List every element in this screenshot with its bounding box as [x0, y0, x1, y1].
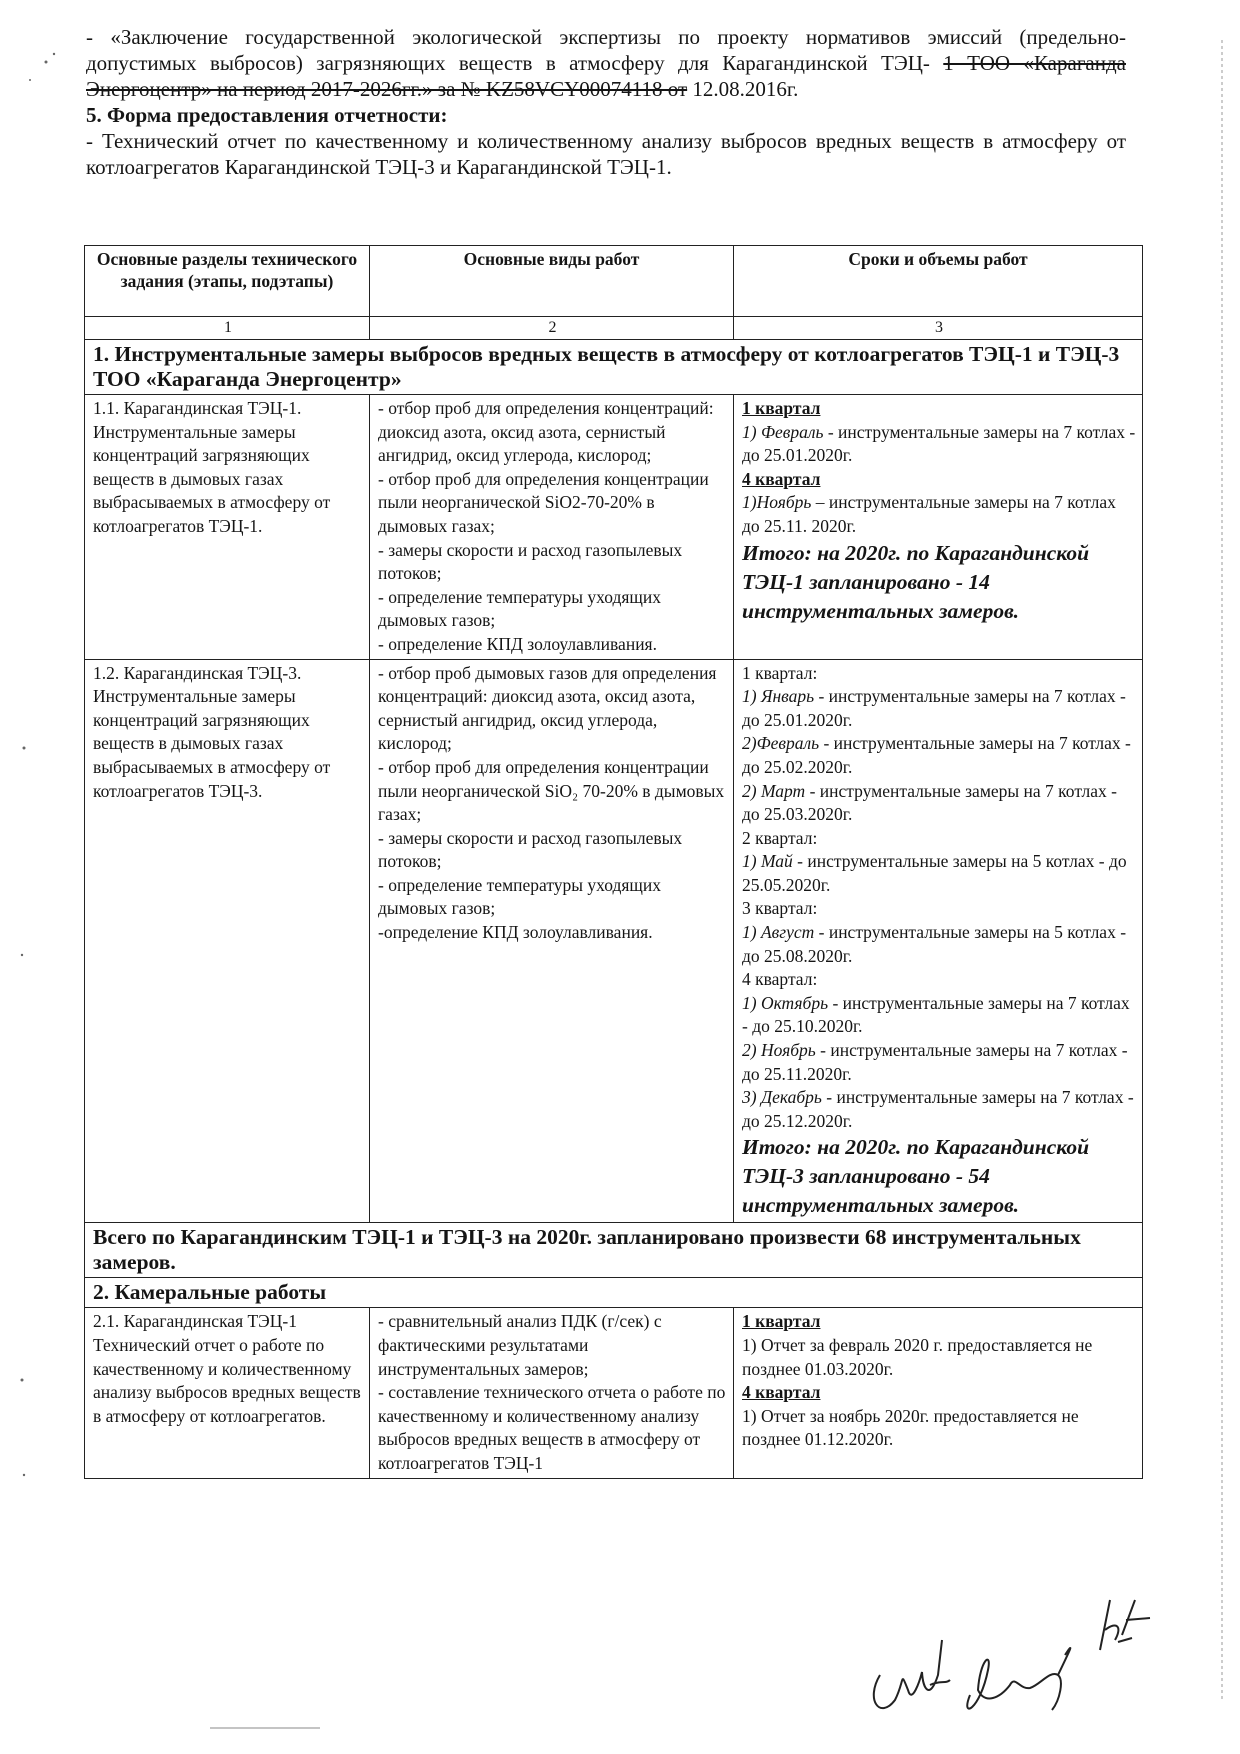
- row1-total: Итого: на 2020г. по Карагандинской ТЭЦ-1 запланировано - 14 инструментальных замеров.: [742, 540, 1090, 623]
- work-item: - замеры скорости и расход газопылевых потоков;: [378, 827, 683, 872]
- row2-terms: [734, 659, 1143, 1223]
- month-label: 2)Февраль: [742, 733, 820, 754]
- month-label: 3) Декабрь: [742, 1087, 822, 1108]
- row3-works: [370, 1308, 734, 1478]
- column-number: 2: [370, 317, 734, 340]
- quarter-label: 4 квартал: [742, 468, 821, 489]
- column-number-row: [85, 317, 1143, 340]
- schedule-item: 2) Март - инструментальные замеры на 7 котлах - до 25.03.2020г.: [742, 780, 1117, 825]
- handwritten-signatures: [860, 1580, 1200, 1730]
- section1-title: 1. Инструментальные замеры выбросов вредных веществ в атмосферу от котлоагрегатов ТЭЦ-1 и ТЭЦ-3 ТОО «Караганда Энергоцентр»: [85, 340, 1143, 395]
- row3-section: 2.1. Карагандинская ТЭЦ-1 Технический отчет о работе по качественному и количественному анализу выбросов вредных веществ в атмосферу от котлоагрегатов.: [85, 1308, 370, 1478]
- schedule-item: 1) Май - инструментальные замеры на 5 котлах - до 25.05.2020г.: [742, 851, 1127, 895]
- row1-section: 1.1. Карагандинская ТЭЦ-1. Инструментальные замеры концентраций загрязняющих веществ в дымовых газах выбрасываемых в атмосферу от котлоагрегатов ТЭЦ-1.: [85, 395, 370, 660]
- table-row: [85, 659, 1143, 1223]
- section5-heading: 5. Форма предоставления отчетности:: [86, 103, 448, 127]
- summary-row: [85, 1223, 1143, 1278]
- month-label: 1) Февраль: [742, 421, 824, 442]
- schedule-item: 1)Ноябрь – инструментальные замеры на 7 котлах до 25.11. 2020г.: [742, 492, 1116, 536]
- row3-terms: [734, 1308, 1143, 1478]
- work-item: - отбор проб для определения концентрации пыли неорганической SiO2-70-20% в дымовых газах;: [378, 468, 709, 536]
- column-number: 1: [85, 317, 370, 340]
- summary-text: Всего по Карагандинским ТЭЦ-1 и ТЭЦ-3 на 2020г. запланировано произвести 68 инструментальных замеров.: [85, 1223, 1143, 1278]
- schedule-item: 1) Отчет за февраль 2020 г. предоставляется не позднее 01.03.2020г.: [742, 1335, 1093, 1379]
- schedule-item: 1) Январь - инструментальные замеры на 7 котлах - до 25.01.2020г.: [742, 686, 1126, 730]
- work-item: - отбор проб для определения концентраций: диоксид азота, оксид азота, сернистый ангидрид, оксид углерода, кислород;: [378, 398, 714, 466]
- expertise-reference: - «Заключение государственной экологической экспертизы по проекту нормативов эмиссий (предельно-допустимых выбросов) загрязняющих веществ в атмосферу для Карагандинской ТЭЦ- 1 ТОО «Караганда Энергоцентр» на период 2017-2026гг.» за № KZ58VCY00074118 от 12.08.2016г.: [86, 25, 1126, 101]
- schedule-item: 1) Август - инструментальные замеры на 5 котлах - до 25.08.2020г.: [742, 922, 1127, 966]
- work-item: - определение КПД золоулавливания.: [378, 633, 657, 654]
- row1-terms: [734, 395, 1143, 660]
- schedule-item: 1) Февраль - инструментальные замеры на 7 котлах - до 25.01.2020г.: [742, 421, 1136, 466]
- section2-title-row: [85, 1278, 1143, 1308]
- intro-block: [86, 24, 1126, 180]
- work-item: - замеры скорости и расход газопылевых потоков;: [378, 539, 683, 584]
- table-row: [85, 1308, 1143, 1478]
- header-sections: Основные разделы технического задания (этапы, подэтапы): [85, 246, 370, 317]
- quarter-label: 1 квартал: [742, 1311, 821, 1332]
- work-item: - составление технического отчета о работе по качественному и количественному анализу выбросов вредных веществ в атмосферу от котлоагрегатов ТЭЦ-1: [378, 1382, 726, 1473]
- work-item: - отбор проб дымовых газов для определения концентраций: диоксид азота, оксид азота, сернистый ангидрид, оксид углерода, кислород;: [378, 662, 717, 754]
- quarter-label: 4 квартал:: [742, 969, 818, 990]
- signature-3: [1100, 1600, 1150, 1650]
- section2-title: 2. Камеральные работы: [85, 1278, 1143, 1308]
- quarter-label: 1 квартал:: [742, 662, 818, 683]
- work-item: - определение температуры уходящих дымовых газов;: [378, 874, 662, 919]
- header-works: Основные виды работ: [370, 246, 734, 317]
- signature-1: [874, 1640, 950, 1708]
- month-label: 1)Ноябрь: [742, 492, 812, 513]
- section5-text: - Технический отчет по качественному и количественному анализу выбросов вредных веществ в атмосферу от котлоагрегатов Карагандинской ТЭЦ-3 и Карагандинской ТЭЦ-1.: [86, 129, 1126, 179]
- month-label: 1) Январь: [742, 686, 815, 707]
- quarter-label: 3 квартал:: [742, 898, 818, 919]
- quarter-label: 4 квартал: [742, 1382, 821, 1403]
- signature-2: [967, 1648, 1070, 1710]
- row2-total: Итого: на 2020г. по Карагандинской ТЭЦ-3 запланировано - 54 инструментальных замеров.: [742, 1135, 1090, 1218]
- schedule-item: 2)Февраль - инструментальные замеры на 7 котлах - до 25.02.2020г.: [742, 733, 1131, 777]
- work-item: - сравнительный анализ ПДК (г/сек) с фактическими результатами инструментальных замеров;: [378, 1311, 662, 1379]
- table-header-row: [85, 246, 1143, 317]
- schedule-item: 1) Октябрь - инструментальные замеры на 7 котлах - до 25.10.2020г.: [742, 992, 1130, 1037]
- row2-section: 1.2. Карагандинская ТЭЦ-3. Инструментальные замеры концентраций загрязняющих веществ в дымовых газах выбрасываемых в атмосферу от котлоагрегатов ТЭЦ-3.: [85, 659, 370, 1223]
- row2-works: [370, 659, 734, 1223]
- expertise-date: 12.08.2016г.: [692, 77, 799, 101]
- column-number: 3: [734, 317, 1143, 340]
- work-item: - определение температуры уходящих дымовых газов;: [378, 586, 662, 631]
- quarter-label: 2 квартал:: [742, 827, 818, 848]
- struck-text: 1 ТОО «Караганда Энергоцентр» на период 2017-2026гг.» за № KZ58VCY00074118 от: [86, 51, 1126, 101]
- month-label: 1) Октябрь: [742, 992, 829, 1013]
- month-label: 2) Март: [742, 780, 806, 801]
- work-schedule-table: [84, 245, 1143, 1479]
- row1-works: [370, 395, 734, 660]
- schedule-item: 1) Отчет за ноябрь 2020г. предоставляется не позднее 01.12.2020г.: [742, 1405, 1079, 1450]
- month-label: 1) Май: [742, 851, 793, 872]
- quarter-label: 1 квартал: [742, 398, 821, 418]
- table-row: [85, 395, 1143, 660]
- month-label: 1) Август: [742, 922, 815, 943]
- schedule-item: 3) Декабрь - инструментальные замеры на 7 котлах - до 25.12.2020г.: [742, 1087, 1134, 1131]
- section1-title-row: [85, 340, 1143, 395]
- work-item: -определение КПД золоулавливания.: [378, 922, 653, 943]
- header-terms: Сроки и объемы работ: [734, 246, 1143, 317]
- month-label: 2) Ноябрь: [742, 1040, 816, 1061]
- work-item: - отбор проб для определения концентрации пыли неорганической SiO₂ 70-20% в дымовых газах;: [378, 756, 725, 825]
- schedule-item: 2) Ноябрь - инструментальные замеры на 7 котлах - до 25.11.2020г.: [742, 1040, 1128, 1084]
